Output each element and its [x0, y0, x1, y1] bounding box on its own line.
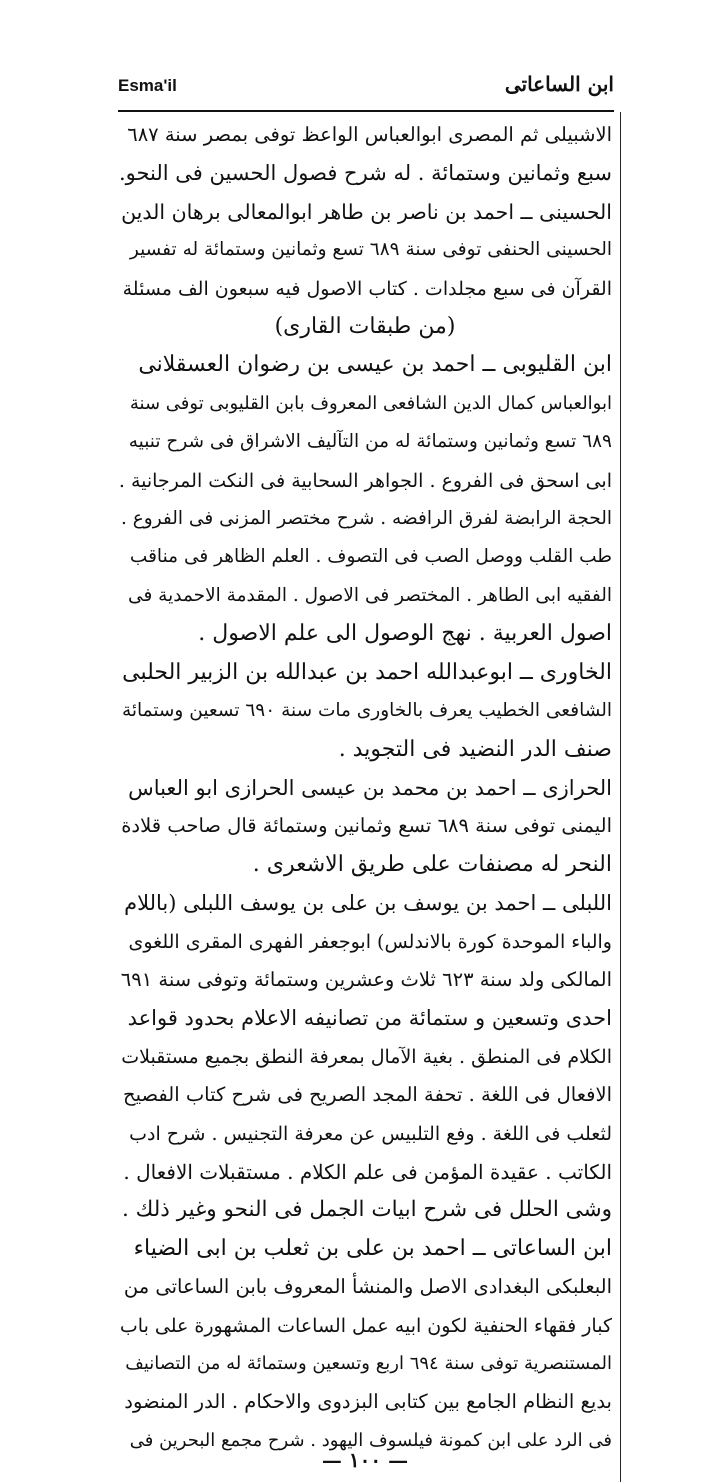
text-line: ابن الساعاتى ــ احمد بن على بن ثعلب بن ابى الضياء [133, 1235, 612, 1261]
text-line: البعلبكى البغدادى الاصل والمنشأ المعروف بابن الساعاتى من [123, 1275, 612, 1299]
text-line: طب القلب ووصل الصب فى التصوف . العلم الظاهر فى مناقب [129, 546, 612, 568]
text-line: الحرازى ــ احمد بن محمد بن عيسى الحرازى ابو العباس [128, 775, 612, 800]
text-line: الحجة الرابضة لفرق الرافضه . شرح مختصر المزنى فى الفروع . [120, 508, 612, 530]
margin-rule [620, 112, 621, 1482]
header-running-title: ابن الساعاتى [504, 72, 614, 96]
text-line: القرآن فى سبع مجلدات . كتاب الاصول فيه سبعون الف مسئلة [122, 277, 612, 300]
text-line: الخاورى ــ ابوعبدالله احمد بن عبدالله بن الزبير الحلبى [122, 659, 612, 685]
text-line: كبار فقهاء الحنفية لكون ابيه عمل الساعات المشهورة على باب [119, 1314, 612, 1337]
text-line: والباء الموحدة كورة بالاندلس) ابوجعفر الفهرى المقرى اللغوى [128, 930, 612, 953]
header-left-label: Esma'il [118, 76, 177, 95]
body-text [118, 116, 612, 1460]
text-line: الافعال فى اللغة . تحفة المجد الصريح فى شرح كتاب الفصيح [123, 1083, 612, 1107]
text-line: اللبلى ــ احمد بن يوسف بن على بن يوسف اللبلى (باللام [124, 891, 612, 916]
text-line: ٦٨٩ تسع وثمانين وستمائة له من التآليف الاشراق فى شرح تنبيه [128, 431, 612, 453]
text-line: ابى اسحق فى الفروع . الجواهر السحابية فى النكت المرجانية . [118, 469, 612, 492]
text-line: اليمنى توفى سنة ٦٨٩ تسع وثمانين وستمائة قال صاحب قلادة [121, 814, 612, 838]
text-line: صنف الدر النضيد فى التجويد . [338, 736, 612, 762]
header-rule [118, 110, 614, 112]
text-line: المالكى ولد سنة ٦٢٣ ثلاث وعشرين وستمائة وتوفى سنة ٦٩١ [120, 967, 612, 991]
text-line: النحر له مصنفات على طريق الاشعرى . [252, 851, 612, 877]
text-line: وشى الحلل فى شرح ابيات الجمل فى النحو وغير ذلك . [121, 1197, 612, 1223]
text-line: الحسينى الحنفى توفى سنة ٦٨٩ تسع وثمانين وستمائة له تفسير [129, 239, 612, 261]
text-line: اصول العربية . نهج الوصول الى علم الاصول . [198, 621, 612, 647]
text-line: (من طبقات القارى) [274, 314, 456, 340]
page-header [118, 72, 614, 110]
text-line: الكاتب . عقيدة المؤمن فى علم الكلام . مستقبلات الافعال . [123, 1159, 612, 1184]
text-line: ابن القليوبى ــ احمد بن عيسى بن رضوان العسقلانى [138, 352, 612, 378]
text-line: المستنصرية توفى سنة ٦٩٤ اربع وتسعين وستمائة له من التصانيف [125, 1353, 612, 1374]
text-line: احدى وتسعين و ستمائة من تصانيفه الاعلام بحدود قواعد [127, 1006, 612, 1031]
text-line: الفقيه ابى الطاهر . المختصر فى الاصول . المقدمة الاحمدية فى [128, 584, 612, 606]
text-line: الشافعى الخطيب يعرف بالخاورى مات سنة ٦٩٠ تسعين وستمائة [121, 700, 612, 722]
page-number: — ١٠٠ — [321, 1448, 409, 1472]
text-line: بديع النظام الجامع بين كتابى البزدوى والاحكام . الدر المنضود [124, 1390, 612, 1414]
text-line: الحسينى ــ احمد بن ناصر بن طاهر ابوالمعالى برهان الدين [121, 199, 612, 224]
text-line: فى الرد على ابن كمونة فيلسوف اليهود . شرح مجمع البحرين فى [129, 1429, 612, 1451]
text-line: الكلام فى المنطق . بغية الآمال بمعرفة النطق بجميع مستقبلات [121, 1045, 612, 1068]
text-line: ابوالعباس كمال الدين الشافعى المعروف بابن القليوبى توفى سنة [129, 392, 612, 414]
text-line: سبع وثمانين وستمائة . له شرح فصول الحسين فى النحو. [118, 161, 612, 186]
text-line: لثعلب فى اللغة . وفع التلبيس عن معرفة التجنيس . شرح ادب [129, 1122, 612, 1145]
text-line: الاشبيلى ثم المصرى ابوالعباس الواعظ توفى بمصر سنة ٦٨٧ [127, 123, 612, 146]
